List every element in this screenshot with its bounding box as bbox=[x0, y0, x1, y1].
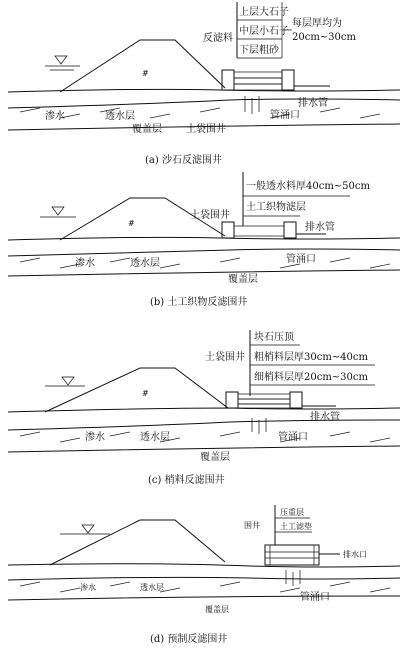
ring-label: 围井 bbox=[244, 521, 260, 530]
geo-pad-label: 土工滤垫 bbox=[280, 522, 312, 531]
ground-line bbox=[8, 89, 400, 92]
permeable-label: 透水层 bbox=[140, 583, 164, 592]
prefab-ring-well bbox=[265, 545, 319, 565]
permeable-bottom-line bbox=[8, 596, 400, 600]
seepage-label: 渗水 bbox=[75, 258, 95, 269]
spec2-label: 土工织物滤层 bbox=[246, 202, 306, 213]
boil-arrows bbox=[252, 418, 266, 434]
layer-mid-label: 中层小石子 bbox=[239, 26, 289, 37]
cover-label: 覆盖层 bbox=[228, 274, 258, 285]
dike-mark: # bbox=[142, 389, 149, 398]
permeable-hatch bbox=[20, 582, 390, 592]
permeable-label: 透水层 bbox=[130, 258, 160, 269]
bag-ring-well bbox=[226, 392, 302, 408]
boil-label: 管涌口 bbox=[300, 592, 330, 603]
cover-label: 覆盖层 bbox=[200, 452, 230, 463]
spec2-label: 粗梢料层厚30cm~40cm bbox=[254, 352, 368, 363]
caption-d: (d) 预制反滤围井 bbox=[150, 634, 228, 645]
ground-line bbox=[8, 408, 400, 412]
boil-label: 管涌口 bbox=[286, 254, 316, 265]
bag-ring-well bbox=[222, 70, 294, 90]
water-level-symbol bbox=[45, 377, 85, 386]
boil-label: 管涌口 bbox=[270, 110, 300, 121]
seepage-label: 渗水 bbox=[45, 111, 65, 122]
layer-top-label: 上层大石子 bbox=[239, 7, 289, 18]
layer-bot-label: 下层粗砂 bbox=[239, 45, 279, 56]
boil-arrows bbox=[245, 96, 259, 114]
water-level-symbol bbox=[60, 525, 110, 534]
dike bbox=[45, 368, 228, 412]
permeable-top-line bbox=[8, 99, 400, 108]
seepage-label: 渗水 bbox=[85, 432, 105, 443]
cover-label: 覆盖层 bbox=[132, 124, 162, 135]
bag-ring-label: 土袋围井 bbox=[186, 124, 226, 135]
permeable-hatch bbox=[20, 432, 390, 442]
bag-ring-label: 土袋围井 bbox=[205, 352, 245, 363]
drain-label: 排水管 bbox=[310, 412, 340, 423]
caption-a: (a) 沙石反滤围井 bbox=[145, 155, 222, 166]
boil-arrows bbox=[286, 570, 300, 586]
layer-legend bbox=[237, 2, 292, 58]
water-level-symbol bbox=[45, 56, 80, 70]
panel-a bbox=[8, 2, 400, 166]
drain-label: 排水管 bbox=[305, 222, 335, 233]
spec3-label: 细梢料层厚20cm~30cm bbox=[254, 372, 368, 383]
permeable-label: 透水层 bbox=[105, 111, 135, 122]
permeable-top-line bbox=[8, 577, 400, 580]
drain-outlet-label: 排水口 bbox=[343, 550, 367, 559]
panel-d bbox=[8, 505, 400, 645]
permeable-label: 透水层 bbox=[140, 432, 170, 443]
spec1-label: 一般透水料厚40cm~50cm bbox=[246, 181, 370, 192]
cover-label: 覆盖层 bbox=[205, 605, 229, 614]
seepage-label: 渗水 bbox=[80, 583, 96, 592]
dike-mark: # bbox=[128, 219, 135, 228]
caption-b: (b) 土工织物反滤围井 bbox=[150, 297, 248, 308]
permeable-top-line bbox=[8, 420, 400, 430]
caption-c: (c) 梢料反滤围井 bbox=[148, 475, 225, 486]
ground-line bbox=[8, 564, 400, 567]
dike bbox=[60, 40, 225, 92]
thickness-label-2: 20cm~30cm bbox=[292, 32, 356, 43]
boil-label: 管涌口 bbox=[278, 432, 308, 443]
drain-label: 排水管 bbox=[298, 98, 328, 109]
dike bbox=[50, 520, 225, 565]
filter-label: 反滤料 bbox=[203, 33, 233, 44]
press-label: 压重层 bbox=[280, 508, 304, 517]
permeable-bottom-line bbox=[8, 270, 400, 276]
dike-mark: # bbox=[142, 69, 149, 78]
panel-b bbox=[8, 172, 400, 308]
spec1-label: 块石压顶 bbox=[254, 332, 294, 343]
panel-c bbox=[8, 330, 400, 486]
ground-line bbox=[8, 237, 400, 240]
water-level-symbol bbox=[40, 207, 76, 217]
permeable-top-line bbox=[8, 249, 400, 256]
thickness-label-1: 每层厚均为 bbox=[292, 18, 342, 29]
bag-ring-well bbox=[222, 222, 296, 238]
bag-ring-label: 土袋围井 bbox=[190, 210, 230, 221]
permeable-hatch bbox=[20, 108, 380, 118]
